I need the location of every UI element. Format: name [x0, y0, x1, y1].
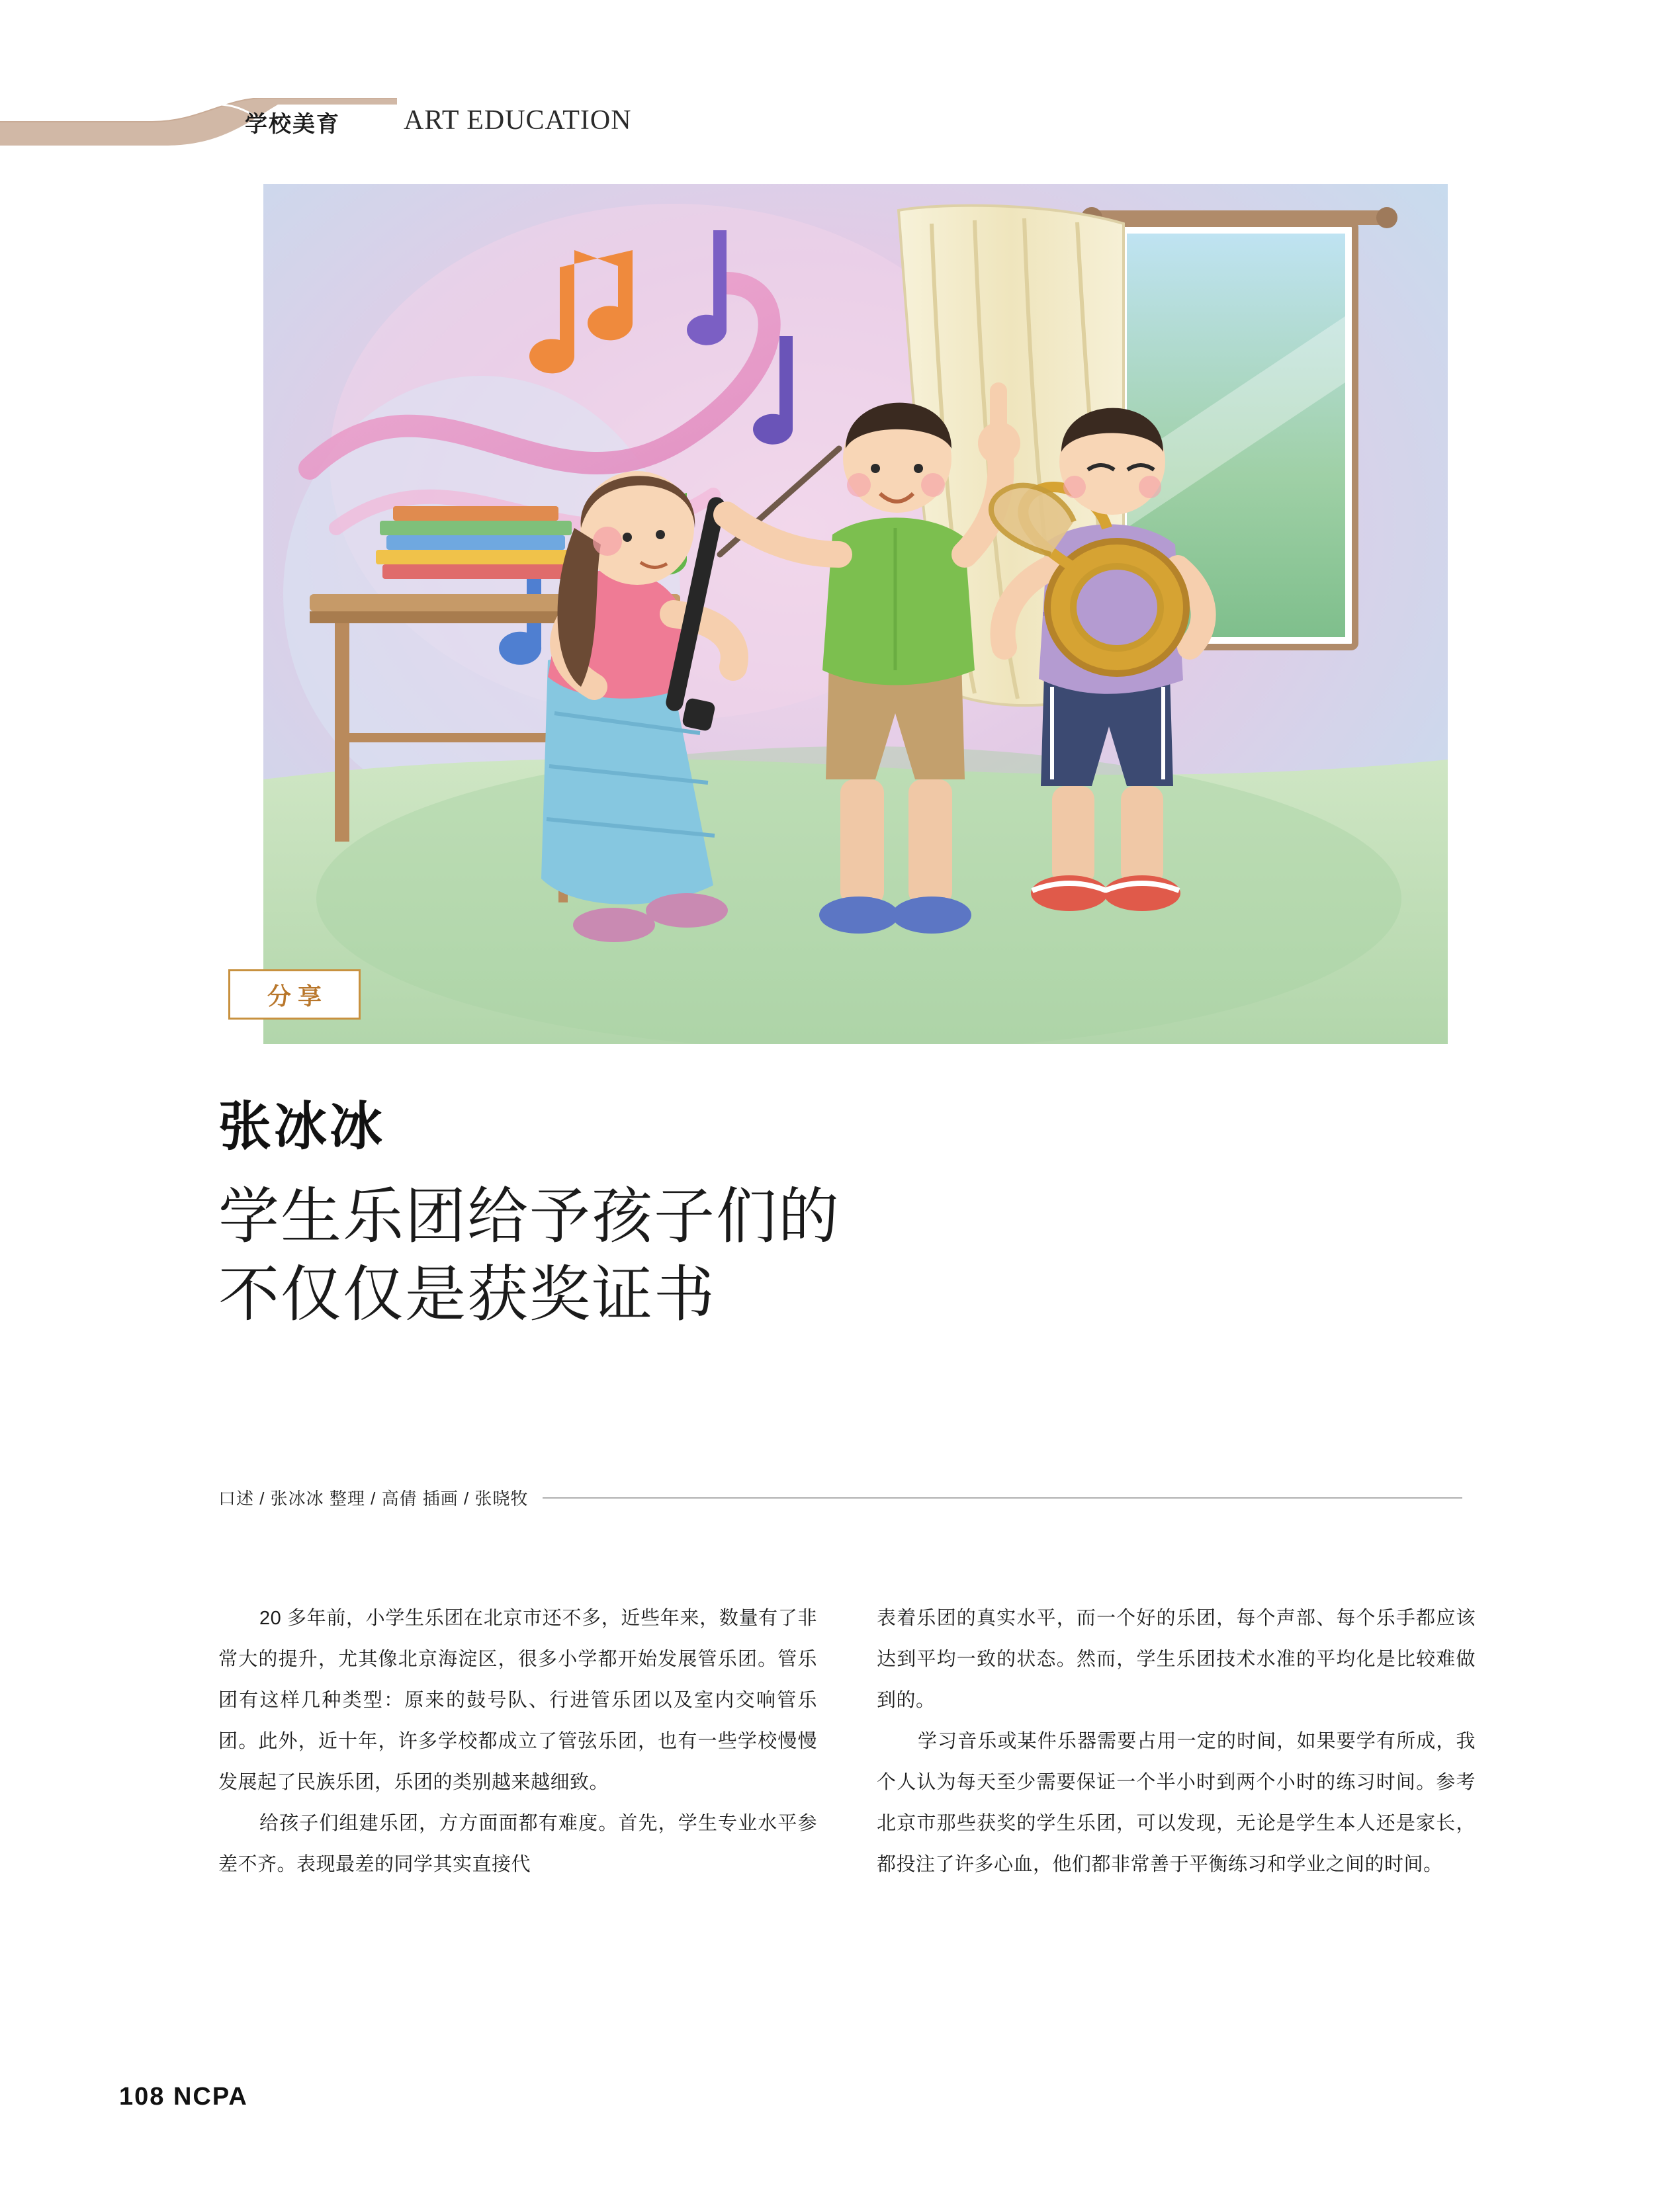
- header-section-cn: 学校美育: [245, 112, 340, 137]
- share-badge-label: 分享: [267, 982, 328, 1010]
- article-title-line2: 不仅仅是获奖证书: [218, 1261, 717, 1329]
- illustration-artwork: [263, 184, 1448, 1044]
- header-section-en: ART EDUCATION: [404, 105, 632, 136]
- article-title: [218, 1178, 1211, 1334]
- body-column-right: [877, 1598, 1476, 1885]
- paragraph: 表着乐团的真实水平，而一个好的乐团，每个声部、每个乐手都应该达到平均一致的状态。然而，学生乐团技术水准的平均化是比较难做到的。: [877, 1608, 1476, 1711]
- page-header: [0, 98, 728, 171]
- body-column-left: [218, 1598, 817, 1885]
- paragraph: 学习音乐或某件乐器需要占用一定的时间，如果要学有所成，我个人认为每天至少需要保证一个半小时到两个小时的练习时间。参考北京市那些获奖的学生乐团，可以发现，无论是学生本人还是家长，都投注了许多心血，他们都非常善于平衡练习和学业之间的时间。: [877, 1731, 1476, 1875]
- article-title-line1: 学生乐团给予孩子们的: [218, 1183, 841, 1250]
- article-illustration: [263, 184, 1448, 1044]
- student-clarinet: [541, 471, 734, 942]
- article-author: 张冰冰: [218, 1097, 385, 1156]
- page-footer: 108 NCPA: [119, 2083, 248, 2111]
- paragraph: 20 多年前，小学生乐团在北京市还不多，近些年来，数量有了非常大的提升，尤其像北京海淀区，很多小学都开始发展管乐团。管乐团有这样几种类型：原来的鼓号队、行进管乐团以及室内交响管乐团。此外，近十年，许多学校都成立了管弦乐团，也有一些学校慢慢发展起了民族乐团，乐团的类别越来越细致。: [218, 1608, 817, 1793]
- article-body: [218, 1598, 1476, 1885]
- paragraph: 给孩子们组建乐团，方方面面都有难度。首先，学生专业水平参差不齐。表现最差的同学其实直接代: [218, 1813, 817, 1875]
- share-badge: [228, 969, 361, 1020]
- credits-text: 口述 / 张冰冰 整理 / 高倩 插画 / 张晓牧: [218, 1489, 529, 1509]
- credits-divider: [543, 1497, 1462, 1499]
- article-credits: [218, 1485, 1462, 1510]
